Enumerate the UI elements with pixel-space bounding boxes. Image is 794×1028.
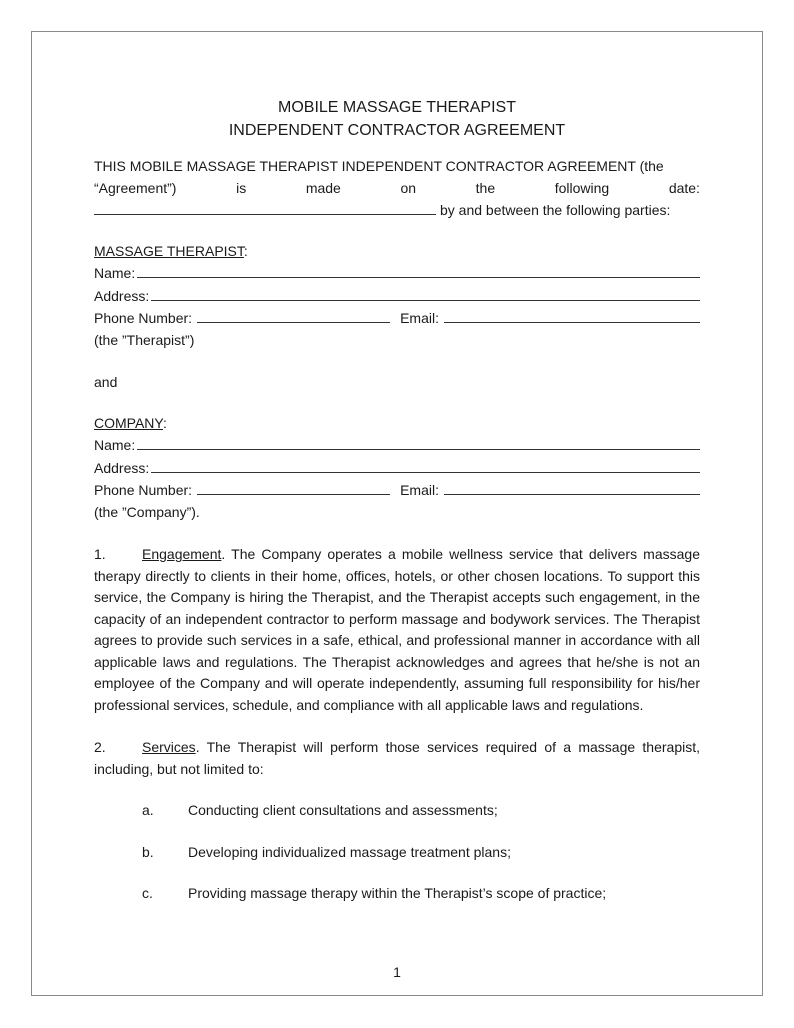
company-contact-row [94, 479, 700, 502]
company-name-row [94, 434, 700, 457]
therapist-email-label: Email: [400, 310, 439, 326]
intro-line-3-text: by and between the following parties: [440, 202, 671, 218]
company-email-blank[interactable] [444, 479, 700, 495]
therapist-name-label: Name: [94, 265, 136, 281]
therapist-heading [94, 241, 700, 263]
intro-word: made [305, 179, 341, 196]
company-email-label: Email: [400, 482, 439, 498]
page-number: 1 [393, 964, 401, 980]
section-heading: Services [142, 739, 196, 755]
section-text: . The Therapist will perform those services required of a massage therapist, including, but not limited to: [94, 739, 700, 777]
company-phone-label: Phone Number: [94, 482, 193, 498]
and-text: and [94, 374, 118, 390]
list-item [94, 883, 700, 905]
therapist-name-row [94, 262, 700, 285]
company-phone-blank[interactable] [197, 479, 390, 495]
list-letter: b. [142, 843, 154, 860]
intro-word: the [475, 179, 496, 196]
section-number: 1. [94, 546, 106, 562]
title-line-2: INDEPENDENT CONTRACTOR AGREEMENT [228, 122, 566, 139]
therapist-address-label: Address: [94, 287, 150, 304]
list-item [94, 842, 700, 864]
company-address-label: Address: [94, 459, 150, 476]
therapist-phone-blank[interactable] [197, 307, 390, 323]
company-heading [94, 413, 700, 435]
therapist-email-blank[interactable] [444, 307, 700, 323]
therapist-heading-colon: : [243, 242, 248, 259]
section-heading: Engagement [142, 546, 222, 562]
document-title [94, 96, 700, 142]
section-engagement [94, 544, 700, 716]
date-blank[interactable] [94, 199, 436, 215]
list-letter: a. [142, 802, 154, 818]
intro-word: on [400, 179, 417, 196]
therapist-contact-row [94, 307, 700, 330]
therapist-alias: (the ”Therapist”) [94, 331, 195, 348]
list-text: Conducting client consultations and assessments; [188, 802, 498, 818]
intro-line-2 [94, 178, 700, 200]
therapist-address-blank[interactable] [151, 285, 700, 301]
list-item [94, 800, 700, 822]
therapist-heading-text: MASSAGE THERAPIST [94, 242, 244, 259]
therapist-phone-label: Phone Number: [94, 310, 193, 326]
intro-line-3 [94, 199, 700, 222]
company-name-label: Name: [94, 437, 136, 453]
intro-word: “Agreement”) [94, 179, 177, 196]
company-heading-text: COMPANY [94, 414, 163, 431]
intro-word: date: [668, 179, 700, 196]
company-address-blank[interactable] [151, 457, 700, 473]
intro-line-1: THIS MOBILE MASSAGE THERAPIST INDEPENDENT CONTRACTOR AGREEMENT (the [94, 158, 664, 174]
intro-word: is [236, 179, 247, 196]
list-text: Developing individualized massage treatment plans; [188, 843, 511, 860]
company-address-row [94, 457, 700, 480]
intro-paragraph [94, 156, 700, 222]
company-alias: (the ”Company”). [94, 503, 200, 520]
section-services [94, 737, 700, 780]
intro-word: following [554, 179, 610, 196]
document-content [94, 96, 700, 905]
list-text: Providing massage therapy within the Therapist’s scope of practice; [188, 885, 607, 901]
list-letter: c. [142, 885, 153, 901]
company-heading-colon: : [162, 414, 167, 431]
therapist-name-blank[interactable] [137, 262, 700, 278]
company-name-blank[interactable] [137, 434, 700, 450]
title-line-1: MOBILE MASSAGE THERAPIST [278, 99, 516, 116]
section-number: 2. [94, 739, 106, 755]
therapist-address-row [94, 285, 700, 308]
section-text: . The Company operates a mobile wellness service that delivers massage therapy directly to clients in their home, offices, hotels, or other chosen locations. To support this service, the Company is hiring the Therapist, and the Therapist accepts such engagement, in the capacity of an independent contractor to perform massage and bodywork services. The Therapist agrees to provide such services in a safe, ethical, and professional manner in accordance with all applicable laws and regulations. The Therapist acknowledges and agrees that he/she is not an employee of the Company and will operate independently, assuming full responsibility for his/her professional services, schedule, and compliance with all applicable laws and regulations. [94, 546, 700, 713]
document-page [31, 31, 763, 996]
